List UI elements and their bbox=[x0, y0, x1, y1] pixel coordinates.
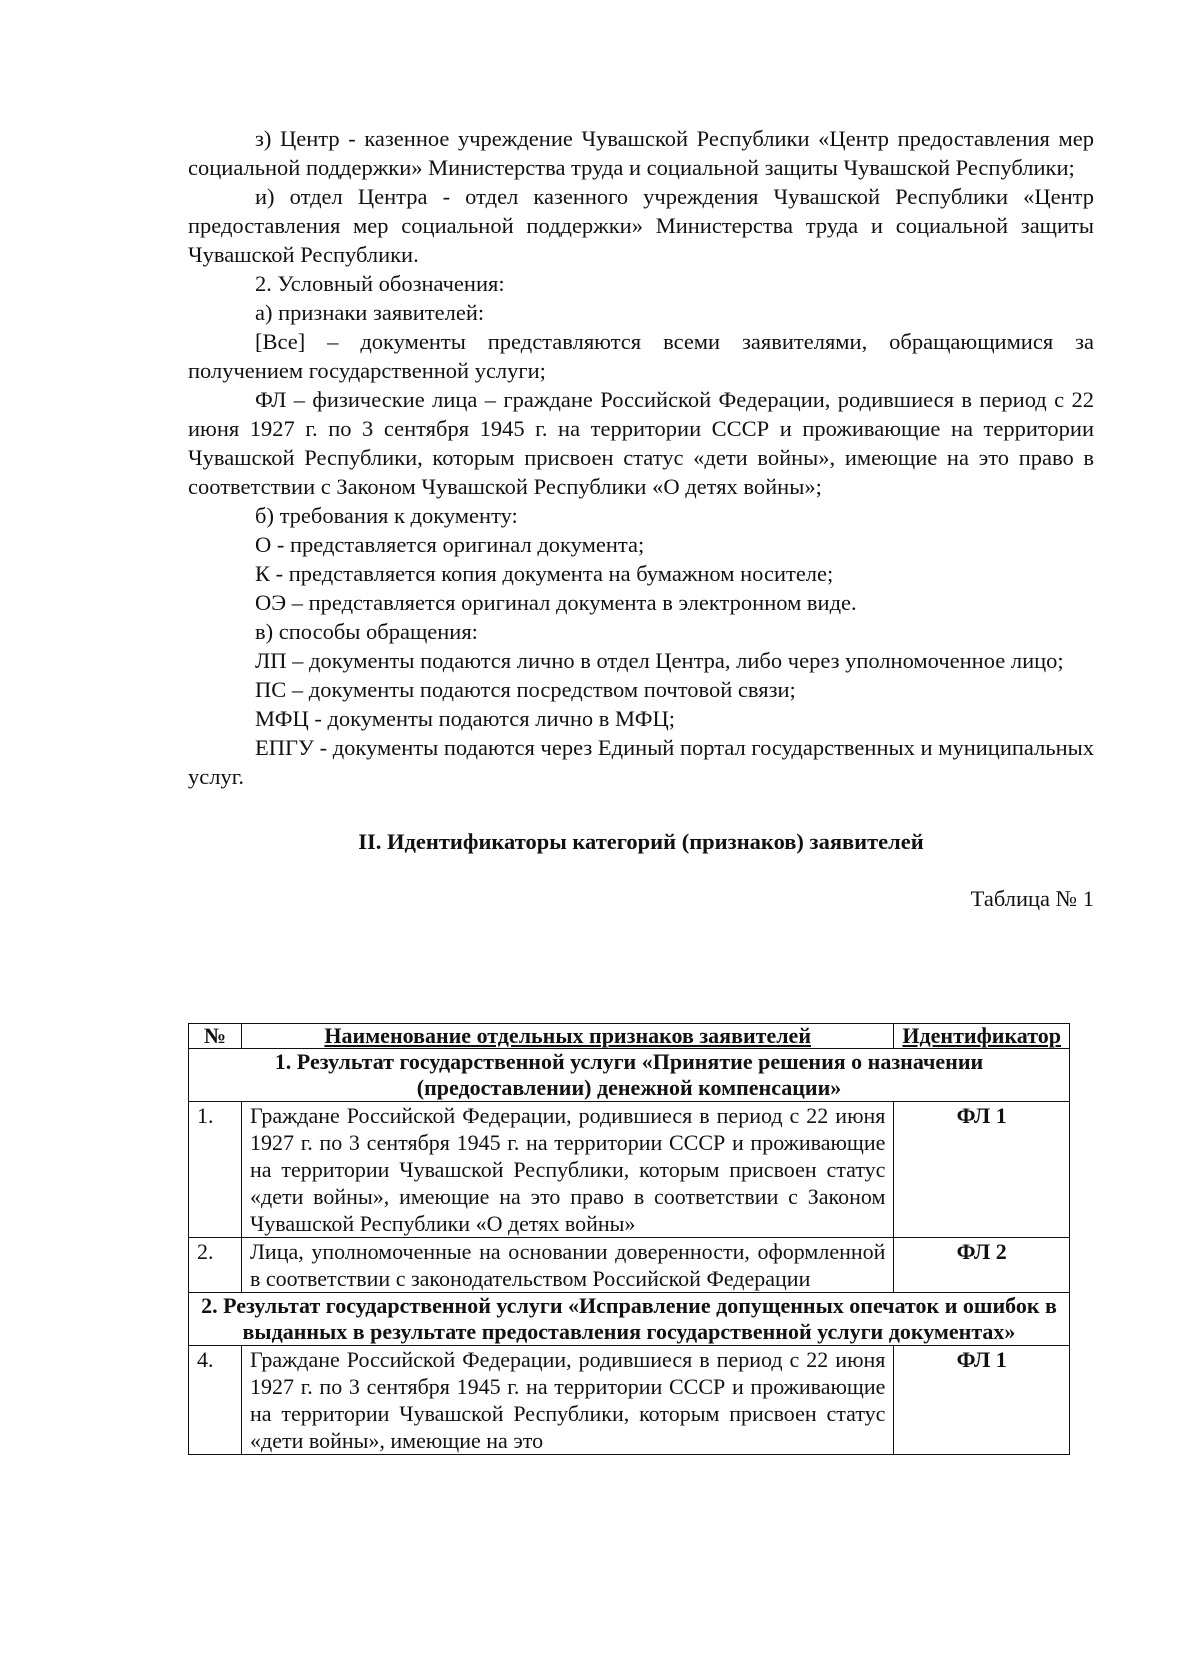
header-number: № bbox=[189, 1024, 242, 1049]
header-identifier: Идентификатор bbox=[894, 1024, 1070, 1049]
row-description: Граждане Российской Федерации, родившиеся в период с 22 июня 1927 г. по 3 сентября 1945 г. на территории СССР и проживающие на территории Чувашской Республики, которым присвоен статус «дети войны», имеющие на это bbox=[242, 1346, 894, 1455]
paragraph-copy: К - представляется копия документа на бумажном носителе; bbox=[255, 561, 834, 586]
row-number: 4. bbox=[189, 1346, 242, 1455]
group-title-1: 1. Результат государственной услуги «Принятие решения о назначении (предоставлении) денежной компенсации» bbox=[189, 1049, 1070, 1102]
paragraph-doc-requirements: б) требования к документу: bbox=[255, 503, 518, 528]
paragraph-original: О - представляется оригинал документа; bbox=[255, 532, 645, 557]
paragraph-methods: в) способы обращения: bbox=[255, 619, 478, 644]
paragraph-individuals: ФЛ – физические лица – граждане Российской Федерации, родившиеся в период с 22 июня 1927 г. по 3 сентября 1945 г. на территории СССР и проживающие на территории Чувашской Республики, которым присвоен статус «дети войны», имеющие на это право в соответствии с Законом Чувашской Республики «О детях войны»; bbox=[188, 387, 1094, 499]
paragraph-notation-heading: 2. Условный обозначения: bbox=[255, 271, 505, 296]
table-row bbox=[189, 1346, 1070, 1455]
table-row bbox=[189, 1238, 1070, 1293]
group-row-2 bbox=[189, 1293, 1070, 1346]
group-title-2: 2. Результат государственной услуги «Исправление допущенных опечаток и ошибок в выданных в результате предоставления государственной услуги документах» bbox=[189, 1293, 1070, 1346]
paragraph-in-person: ЛП – документы подаются лично в отдел Центра, либо через уполномоченное лицо; bbox=[255, 648, 1064, 673]
paragraph-all-applicants: [Все] – документы представляются всеми заявителями, обращающимися за получением государственной услуги; bbox=[188, 329, 1094, 383]
row-description: Лица, уполномоченные на основании доверенности, оформленной в соответствии с законодательством Российской Федерации bbox=[242, 1238, 894, 1293]
row-description: Граждане Российской Федерации, родившиеся в период с 22 июня 1927 г. по 3 сентября 1945 г. на территории СССР и проживающие на территории Чувашской Республики, которым присвоен статус «дети войны», имеющие на это право в соответствии с Законом Чувашской Республики «О детях войны» bbox=[242, 1102, 894, 1238]
row-number: 1. bbox=[189, 1102, 242, 1238]
header-name: Наименование отдельных признаков заявителей bbox=[242, 1024, 894, 1049]
paragraph-center-department: и) отдел Центра - отдел казенного учреждения Чувашской Республики «Центр предоставления мер социальной поддержки» Министерства труда и социальной защиты Чувашской Республики. bbox=[188, 184, 1094, 267]
table-row bbox=[189, 1102, 1070, 1238]
section-title: II. Идентификаторы категорий (признаков) заявителей bbox=[358, 829, 924, 854]
document-body bbox=[188, 124, 1094, 913]
paragraph-mfc: МФЦ - документы подаются лично в МФЦ; bbox=[255, 706, 675, 731]
row-identifier: ФЛ 1 bbox=[894, 1102, 1070, 1238]
paragraph-post: ПС – документы подаются посредством почтовой связи; bbox=[255, 677, 796, 702]
group-row-1 bbox=[189, 1049, 1070, 1102]
paragraph-epgu: ЕПГУ - документы подаются через Единый портал государственных и муниципальных услуг. bbox=[188, 735, 1094, 789]
table-header-row bbox=[189, 1024, 1070, 1049]
table-caption: Таблица № 1 bbox=[970, 886, 1094, 911]
row-number: 2. bbox=[189, 1238, 242, 1293]
identifiers-table bbox=[188, 1023, 1070, 1455]
paragraph-electronic: ОЭ – представляется оригинал документа в электронном виде. bbox=[255, 590, 857, 615]
paragraph-applicant-signs: а) признаки заявителей: bbox=[255, 300, 485, 325]
row-identifier: ФЛ 2 bbox=[894, 1238, 1070, 1293]
paragraph-center-definition: з) Центр - казенное учреждение Чувашской Республики «Центр предоставления мер социальной поддержки» Министерства труда и социальной защиты Чувашской Республики; bbox=[188, 126, 1094, 180]
row-identifier: ФЛ 1 bbox=[894, 1346, 1070, 1455]
